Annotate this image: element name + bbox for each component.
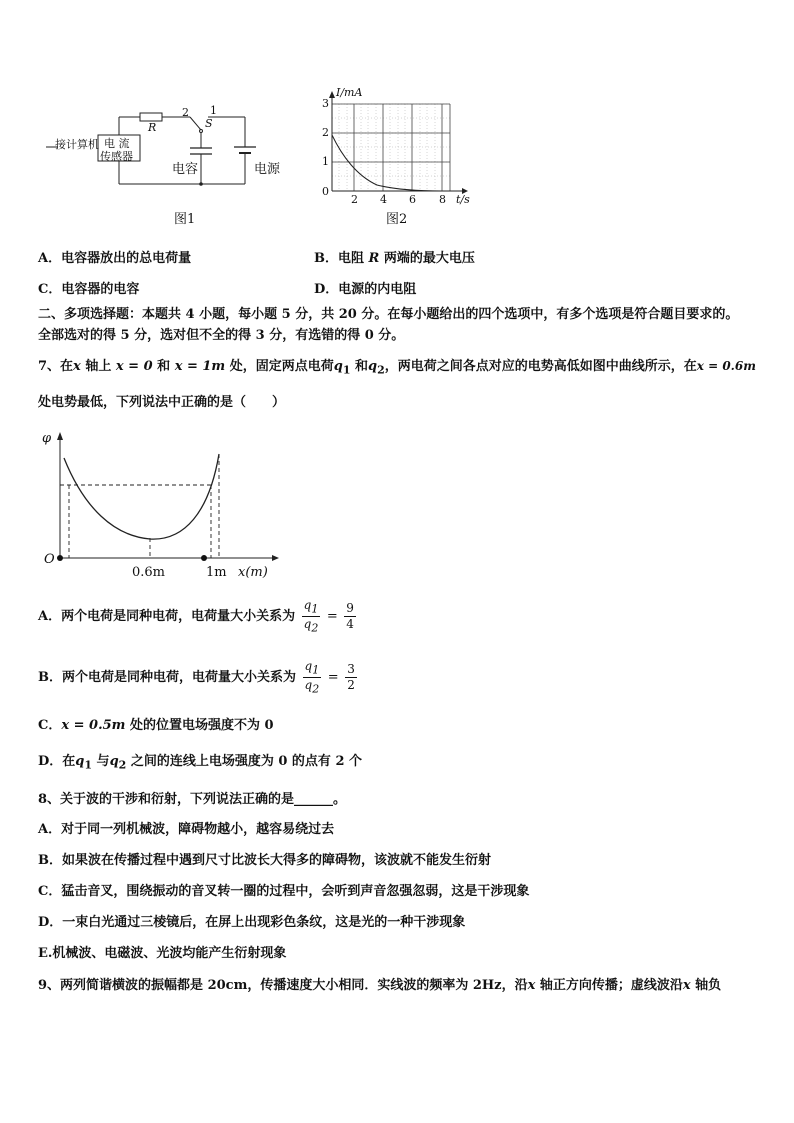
q8-option-a: A．对于同一列机械波，障碍物越小，越容易绕过去 — [38, 822, 335, 837]
fig2-ytick-0: 0 — [322, 185, 329, 198]
x1-label: 1m — [206, 565, 227, 580]
decay-curve — [332, 135, 442, 191]
computer-label: 接计算机 — [55, 138, 99, 151]
q6-option-b: B．电阻 R 两端的最大电压 — [314, 251, 475, 266]
origin-label: O — [44, 552, 55, 567]
q8-option-e: E.机械波、电磁波、光波均能产生衍射现象 — [38, 946, 287, 961]
q7-stem-line-2: 处电势最低，下列说法中正确的是（ ） — [38, 395, 286, 410]
fig2-ylabel: I/mA — [336, 86, 363, 99]
q7-stem-line-1: 7、在x 轴上 x = 0 和 x = 1m 处，固定两点电荷$q_1$ 和$q_2$，两电荷之间各点对应的电势高低如图中曲线所示，在x = 0.6m — [38, 359, 756, 377]
fig2-ytick-1: 1 — [322, 155, 329, 168]
source-label: 电源 — [254, 162, 281, 177]
section-2-line-2: 全部选对的得 5 分，选对但不全的得 3 分，有选错的得 0 分。 — [38, 328, 405, 343]
potential-curve — [64, 454, 219, 539]
fig2-xtick-8: 8 — [439, 193, 446, 206]
current-time-graph — [312, 88, 472, 206]
sensor-label-1: 电 流 — [104, 137, 130, 150]
fig2-xtick-6: 6 — [409, 193, 416, 206]
figure-1-caption: 图1 — [174, 212, 196, 227]
resistor-label: R — [148, 121, 157, 134]
q6-option-a: A．电容器放出的总电荷量 — [38, 251, 192, 266]
fig2-xtick-2: 2 — [351, 193, 358, 206]
x-axis-label: x(m) — [238, 565, 268, 580]
fig2-ytick-3: 3 — [322, 97, 329, 110]
q7-option-c: C．x = 0.5m 处的位置电场强度不为 0 — [38, 718, 274, 733]
resistor-symbol — [140, 113, 162, 121]
q8-option-d: D．一束白光通过三棱镜后，在屏上出现彩色条纹，这是光的一种干涉现象 — [38, 915, 466, 930]
node-2-label: 2 — [182, 106, 189, 119]
x06-label: 0.6m — [132, 565, 166, 580]
q7-option-d: D．在$q_1$ 与$q_2$ 之间的连线上电场强度为 0 的点有 2 个 — [38, 754, 363, 772]
q6-option-c: C．电容器的电容 — [38, 282, 140, 297]
node-1-label: 1 — [210, 104, 217, 117]
fig2-xlabel: t/s — [456, 193, 470, 206]
phi-label: φ — [42, 431, 52, 446]
q9-stem: 9、两列简谐横波的振幅都是 20cm，传播速度大小相同．实线波的频率为 2Hz，沿x 轴正方向传播；虚线波沿x 轴负 — [38, 978, 722, 993]
sensor-label-2: 传感器 — [100, 150, 133, 163]
fig2-ytick-2: 2 — [322, 126, 329, 139]
figure-2-caption: 图2 — [386, 212, 408, 227]
q7-option-a: A．两个电荷是同种电荷，电荷量大小关系为 $\frac{q_1}{q_2}$ = $\frac{9}{4}$ — [38, 597, 354, 635]
q6-option-d: D．电源的内电阻 — [314, 282, 417, 297]
q8-option-c: C．猛击音叉，围绕振动的音叉转一圈的过程中，会听到声音忽强忽弱，这是干涉现象 — [38, 884, 530, 899]
q8-stem: 8、关于波的干涉和衍射，下列说法正确的是______。 — [38, 792, 347, 807]
section-2-line-1: 二、多项选择题：本题共 4 小题，每小题 5 分，共 20 分。在每小题给出的四个选项中，有多个选项是符合题目要求的。 — [38, 307, 739, 322]
potential-graph — [44, 428, 284, 578]
capacitor-label: 电容 — [172, 162, 199, 177]
q7-option-b: B．两个电荷是同种电荷，电荷量大小关系为 $\frac{q_1}{q_2}$ = $\frac{3}{2}$ — [38, 658, 355, 696]
switch-label: S — [205, 117, 213, 130]
q8-option-b: B．如果波在传播过程中遇到尺寸比波长大得多的障碍物，该波就不能发生衍射 — [38, 853, 491, 868]
fig2-xtick-4: 4 — [380, 193, 387, 206]
